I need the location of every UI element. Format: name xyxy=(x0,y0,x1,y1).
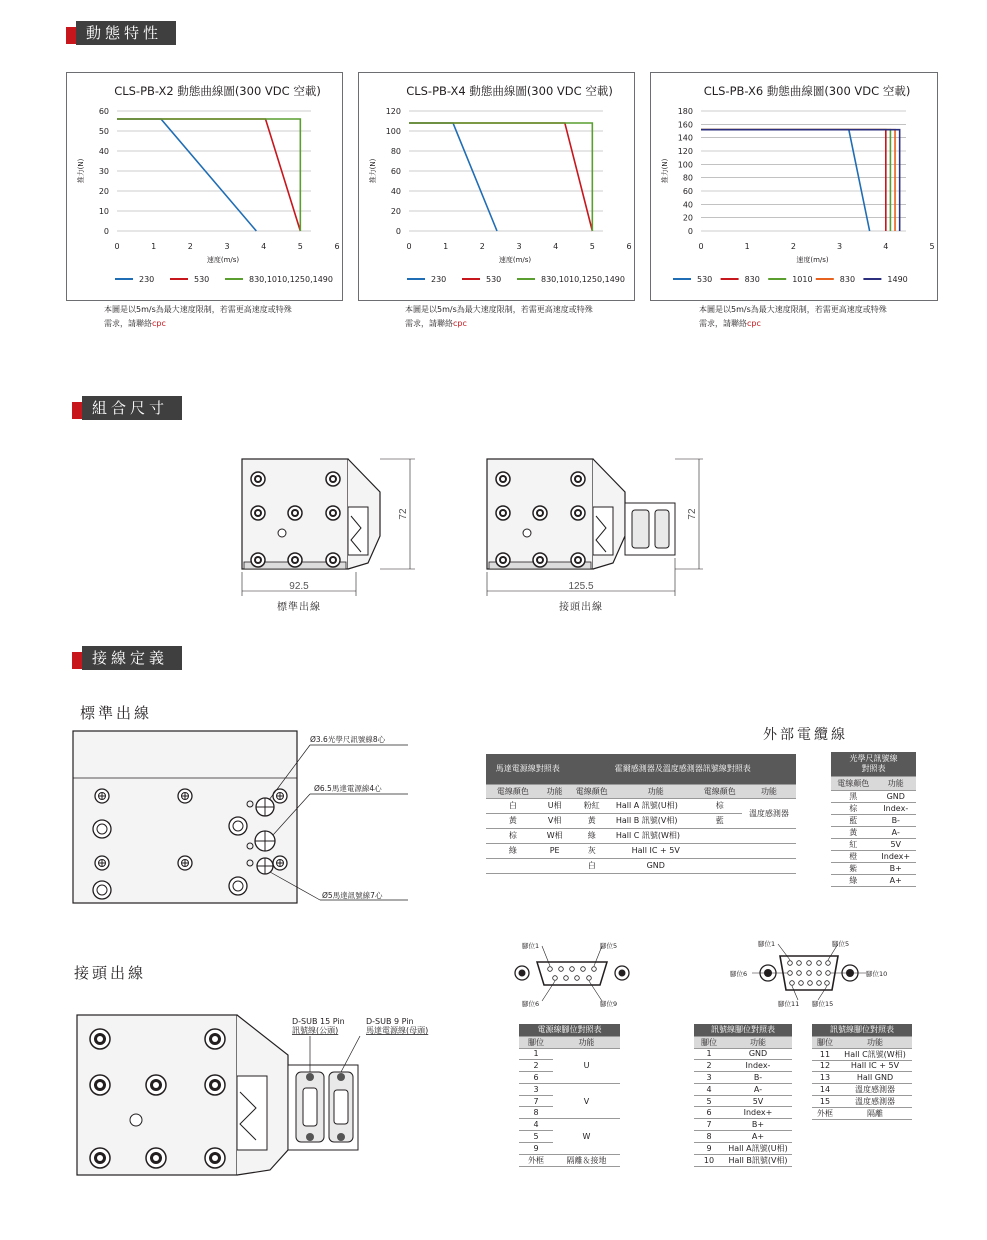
table-row: 2 Index- xyxy=(694,1060,792,1072)
y-tick-label: 60 xyxy=(98,107,109,116)
y-tick-label: 100 xyxy=(385,127,401,136)
y-axis-label: 推力(N) xyxy=(661,158,669,184)
conn-wiring-drawing xyxy=(70,1010,460,1178)
x-tick-label: 2 xyxy=(790,242,796,251)
x-tick-label: 5 xyxy=(589,242,595,251)
y-tick-label: 10 xyxy=(98,207,109,216)
dsub15-label: D-SUB 15 Pin xyxy=(292,1017,345,1026)
y-tick-label: 20 xyxy=(98,187,109,196)
series-line xyxy=(701,130,870,231)
svg-text:腳位15: 腳位15 xyxy=(812,1000,834,1008)
y-tick-label: 0 xyxy=(103,227,109,236)
svg-text:腳位5: 腳位5 xyxy=(832,940,850,948)
chart-title: CLS-PB-X2 動態曲線圖(300 VDC 空載) xyxy=(114,84,321,98)
legend-label: 1010 xyxy=(792,275,813,284)
svg-text:腳位5: 腳位5 xyxy=(600,942,618,950)
table-row: 11 Hall C訊號(W相) xyxy=(812,1048,912,1060)
std-height-label: 72 xyxy=(398,508,409,520)
legend-label: 830 xyxy=(744,275,760,284)
sensor-cable-label: Ø5馬達訊號線7心 xyxy=(322,891,383,900)
y-tick-label: 180 xyxy=(677,107,693,116)
section-dynamics: 動態特性 xyxy=(66,21,176,45)
y-tick-label: 20 xyxy=(682,213,693,223)
chart-x4 xyxy=(358,72,635,301)
chart-x2 xyxy=(66,72,343,301)
x-tick-label: 6 xyxy=(334,242,340,251)
svg-text:腳位10: 腳位10 xyxy=(866,970,888,978)
x-tick-label: 2 xyxy=(479,242,485,251)
x-tick-label: 0 xyxy=(698,242,704,251)
power-pin-table: 電源線腳位對照表 腳位 功能 1 U 2 6 3 V 7 8 4 W 5 9 外框 隔離＆接地 xyxy=(519,1024,620,1167)
hall-table-title: 霍爾感測器及溫度感測器訊號線對照表 xyxy=(570,754,796,784)
legend-label: 530 xyxy=(697,275,713,284)
table-row: 7 B+ xyxy=(694,1119,792,1131)
x-axis-label: 速度(m/s) xyxy=(206,256,240,264)
table-row: 棕 Index- xyxy=(831,802,916,814)
table-row: 3 B- xyxy=(694,1072,792,1084)
table-row: 橙 Index+ xyxy=(831,850,916,862)
table-row: 黃 V相 黃 Hall B 訊號(V相) 藍 xyxy=(486,813,796,828)
series-line xyxy=(701,130,900,231)
chart-x6 xyxy=(650,72,938,301)
std-outline-drawing xyxy=(242,459,415,613)
conn-caption: 接頭出線 xyxy=(559,602,603,613)
y-tick-label: 120 xyxy=(677,147,693,156)
legend-label: 230 xyxy=(139,275,155,284)
table-row: 紫 B+ xyxy=(831,862,916,874)
svg-text:腳位9: 腳位9 xyxy=(600,1000,618,1008)
std-wiring-title: 標準出線 xyxy=(80,704,153,722)
scale-cable-label: Ø3.6光學尺訊號線8心 xyxy=(310,735,386,744)
std-wiring-drawing xyxy=(70,728,410,910)
legend-label: 530 xyxy=(486,275,502,284)
x-tick-label: 0 xyxy=(114,242,120,251)
legend-label: 1490 xyxy=(887,275,908,284)
table-row: 6 Index+ xyxy=(694,1107,792,1119)
y-tick-label: 20 xyxy=(390,207,401,216)
x-tick-label: 4 xyxy=(553,242,559,251)
motor-cable-label: Ø6.5馬達電源線4心 xyxy=(314,784,382,793)
x-tick-label: 5 xyxy=(297,242,303,251)
y-tick-label: 60 xyxy=(682,187,693,196)
y-tick-label: 40 xyxy=(390,187,401,196)
x-tick-label: 3 xyxy=(516,242,522,251)
x-tick-label: 3 xyxy=(224,242,230,251)
table-row: 14 溫度感測器 xyxy=(812,1084,912,1096)
signal-pin-table-b: 訊號線腳位對照表 腳位 功能 11 Hall C訊號(W相) 12 Hall IC + 5V 13 Hall GND 14 溫度感測器 15 溫度感測器 外框 隔離 xyxy=(812,1024,912,1120)
y-tick-label: 160 xyxy=(677,120,693,130)
y-tick-label: 30 xyxy=(98,167,109,176)
table-row: 綠 A+ xyxy=(831,874,916,886)
dimension-drawings xyxy=(230,450,730,620)
y-tick-label: 50 xyxy=(98,127,109,136)
table-row: 9 xyxy=(519,1142,620,1154)
x-axis-label: 速度(m/s) xyxy=(498,256,532,264)
table-row: 10 Hall B訊號(V相) xyxy=(694,1154,792,1166)
x-tick-label: 2 xyxy=(187,242,193,251)
x-tick-label: 4 xyxy=(883,242,889,251)
dsub9-desc: 馬達電源線(母頭) xyxy=(366,1026,429,1035)
table-row: 2 xyxy=(519,1060,620,1072)
table-row: 8 xyxy=(519,1107,620,1119)
y-tick-label: 140 xyxy=(677,133,693,143)
x-tick-label: 4 xyxy=(261,242,267,251)
table-row: 5 xyxy=(519,1131,620,1143)
table-row: 黃 A- xyxy=(831,826,916,838)
table-row: 白 GND xyxy=(486,858,796,873)
table-row: 黑 GND xyxy=(831,790,916,802)
motor-hall-table: 馬達電源線對照表 霍爾感測器及溫度感測器訊號線對照表 電線顏色 功能 電線顏色 功能 電線顏色 功能 白 U相 粉紅 Hall A 訊號(U相) 棕 溫度感測器 黃 V相 黃 Hall B 訊號(V相) 藍 棕 W相 綠 Hall C 訊號(W相) 綠 PE 灰 Hall IC + 5V 白 GND xyxy=(486,754,796,874)
scale-table-title: 光學尺訊號線 對照表 xyxy=(831,752,916,776)
y-tick-label: 0 xyxy=(395,227,401,236)
chart-title: CLS-PB-X4 動態曲線圖(300 VDC 空載) xyxy=(406,84,613,98)
conn-wiring-title: 接頭出線 xyxy=(74,964,147,982)
table-row: 7 xyxy=(519,1095,620,1107)
series-line xyxy=(409,123,497,231)
svg-text:腳位1: 腳位1 xyxy=(758,940,776,948)
legend-label: 230 xyxy=(431,275,447,284)
table-row: 4 A- xyxy=(694,1083,792,1095)
x-tick-label: 1 xyxy=(744,242,750,251)
dsub15-desc: 訊號線(公頭) xyxy=(292,1026,339,1035)
chart-note-1: 本圖是以5m/s為最大速度限制，若需更高速度或特殊 需求，請聯絡cpc xyxy=(104,305,292,328)
std-caption: 標準出線 xyxy=(277,602,321,613)
svg-text:腳位6: 腳位6 xyxy=(522,1000,540,1008)
x-tick-label: 0 xyxy=(406,242,412,251)
legend-label: 830,1010,1250,1490 xyxy=(249,275,333,284)
chart-note-3: 本圖是以5m/s為最大速度限制，若需更高速度或特殊 需求，請聯絡cpc xyxy=(699,305,887,328)
x-axis-label: 速度(m/s) xyxy=(796,256,829,264)
svg-text:腳位1: 腳位1 xyxy=(522,942,540,950)
table-row: 12 Hall IC + 5V xyxy=(812,1060,912,1072)
series-line xyxy=(701,130,890,231)
table-row: 白 U相 粉紅 Hall A 訊號(U相) 棕 溫度感測器 xyxy=(486,798,796,813)
external-cable-title: 外部電纜線 xyxy=(763,727,848,743)
table-row: 5 5V xyxy=(694,1095,792,1107)
scale-table: 光學尺訊號線 對照表 電線顏色 功能 黑 GND 棕 Index- 藍 B- 黃 A- 紅 5V 橙 Index+ 紫 B+ 綠 A+ xyxy=(831,752,916,887)
series-line xyxy=(117,119,256,231)
x-tick-label: 5 xyxy=(929,242,935,251)
y-axis-label: 推力(N) xyxy=(369,158,377,184)
y-axis-label: 推力(N) xyxy=(77,158,85,184)
dsub9-pinout-diagram xyxy=(512,940,632,1010)
chart-title: CLS-PB-X6 動態曲線圖(300 VDC 空載) xyxy=(703,84,911,98)
x-tick-label: 3 xyxy=(837,242,843,251)
y-tick-label: 0 xyxy=(687,227,693,236)
y-tick-label: 100 xyxy=(677,160,693,170)
dsub9-label: D-SUB 9 Pin xyxy=(366,1017,414,1026)
table-row: 8 A+ xyxy=(694,1131,792,1143)
table-row: 綠 PE 灰 Hall IC + 5V xyxy=(486,843,796,858)
table-row: 外框 隔離＆接地 xyxy=(519,1154,620,1166)
conn-width-label: 125.5 xyxy=(568,581,594,592)
table-row: 藍 B- xyxy=(831,814,916,826)
legend-label: 830 xyxy=(839,275,856,284)
x-tick-label: 6 xyxy=(626,242,632,251)
table-row: 1 GND xyxy=(694,1048,792,1060)
legend-label: 830,1010,1250,1490 xyxy=(541,275,625,284)
conn-height-label: 72 xyxy=(687,508,698,520)
series-line xyxy=(701,130,886,231)
chart-note-2: 本圖是以5m/s為最大速度限制，若需更高速度或特殊 需求，請聯絡cpc xyxy=(405,305,593,328)
section-dimensions: 組合尺寸 xyxy=(72,396,182,420)
table-row: 棕 W相 綠 Hall C 訊號(W相) xyxy=(486,828,796,843)
y-tick-label: 60 xyxy=(390,167,401,176)
table-row: 外框 隔離 xyxy=(812,1108,912,1120)
table-row: 9 Hall A訊號(U相) xyxy=(694,1142,792,1154)
table-row: 3 V xyxy=(519,1083,620,1095)
series-line xyxy=(409,123,592,231)
table-row: 紅 5V xyxy=(831,838,916,850)
x-tick-label: 1 xyxy=(443,242,449,251)
std-width-label: 92.5 xyxy=(289,581,309,592)
y-tick-label: 40 xyxy=(98,147,109,156)
table-row: 15 溫度感測器 xyxy=(812,1096,912,1108)
signal-pin-table-a: 訊號線腳位對照表 腳位 功能 1 GND 2 Index- 3 B- 4 A- 5 5V 6 Index+ 7 B+ 8 A+ 9 Hall A訊號(U相) 10 Hall B訊號(V相) xyxy=(694,1024,792,1167)
table-row: 4 W xyxy=(519,1119,620,1131)
svg-text:腳位6: 腳位6 xyxy=(730,970,748,978)
table-row: 13 Hall GND xyxy=(812,1072,912,1084)
section-wiring: 接線定義 xyxy=(72,646,182,670)
table-row: 1 U xyxy=(519,1048,620,1060)
y-tick-label: 80 xyxy=(390,147,401,156)
svg-text:腳位11: 腳位11 xyxy=(778,1000,800,1008)
series-line xyxy=(409,123,592,231)
conn-outline-drawing xyxy=(487,459,703,613)
temp-sensor-cell: 溫度感測器 xyxy=(742,798,796,828)
y-tick-label: 40 xyxy=(682,200,693,210)
y-tick-label: 80 xyxy=(682,173,693,183)
y-tick-label: 120 xyxy=(385,107,401,116)
x-tick-label: 1 xyxy=(151,242,157,251)
table-row: 6 xyxy=(519,1072,620,1084)
motor-table-title: 馬達電源線對照表 xyxy=(486,754,570,784)
dsub15-pinout-diagram xyxy=(728,938,898,1010)
legend-label: 530 xyxy=(194,275,210,284)
